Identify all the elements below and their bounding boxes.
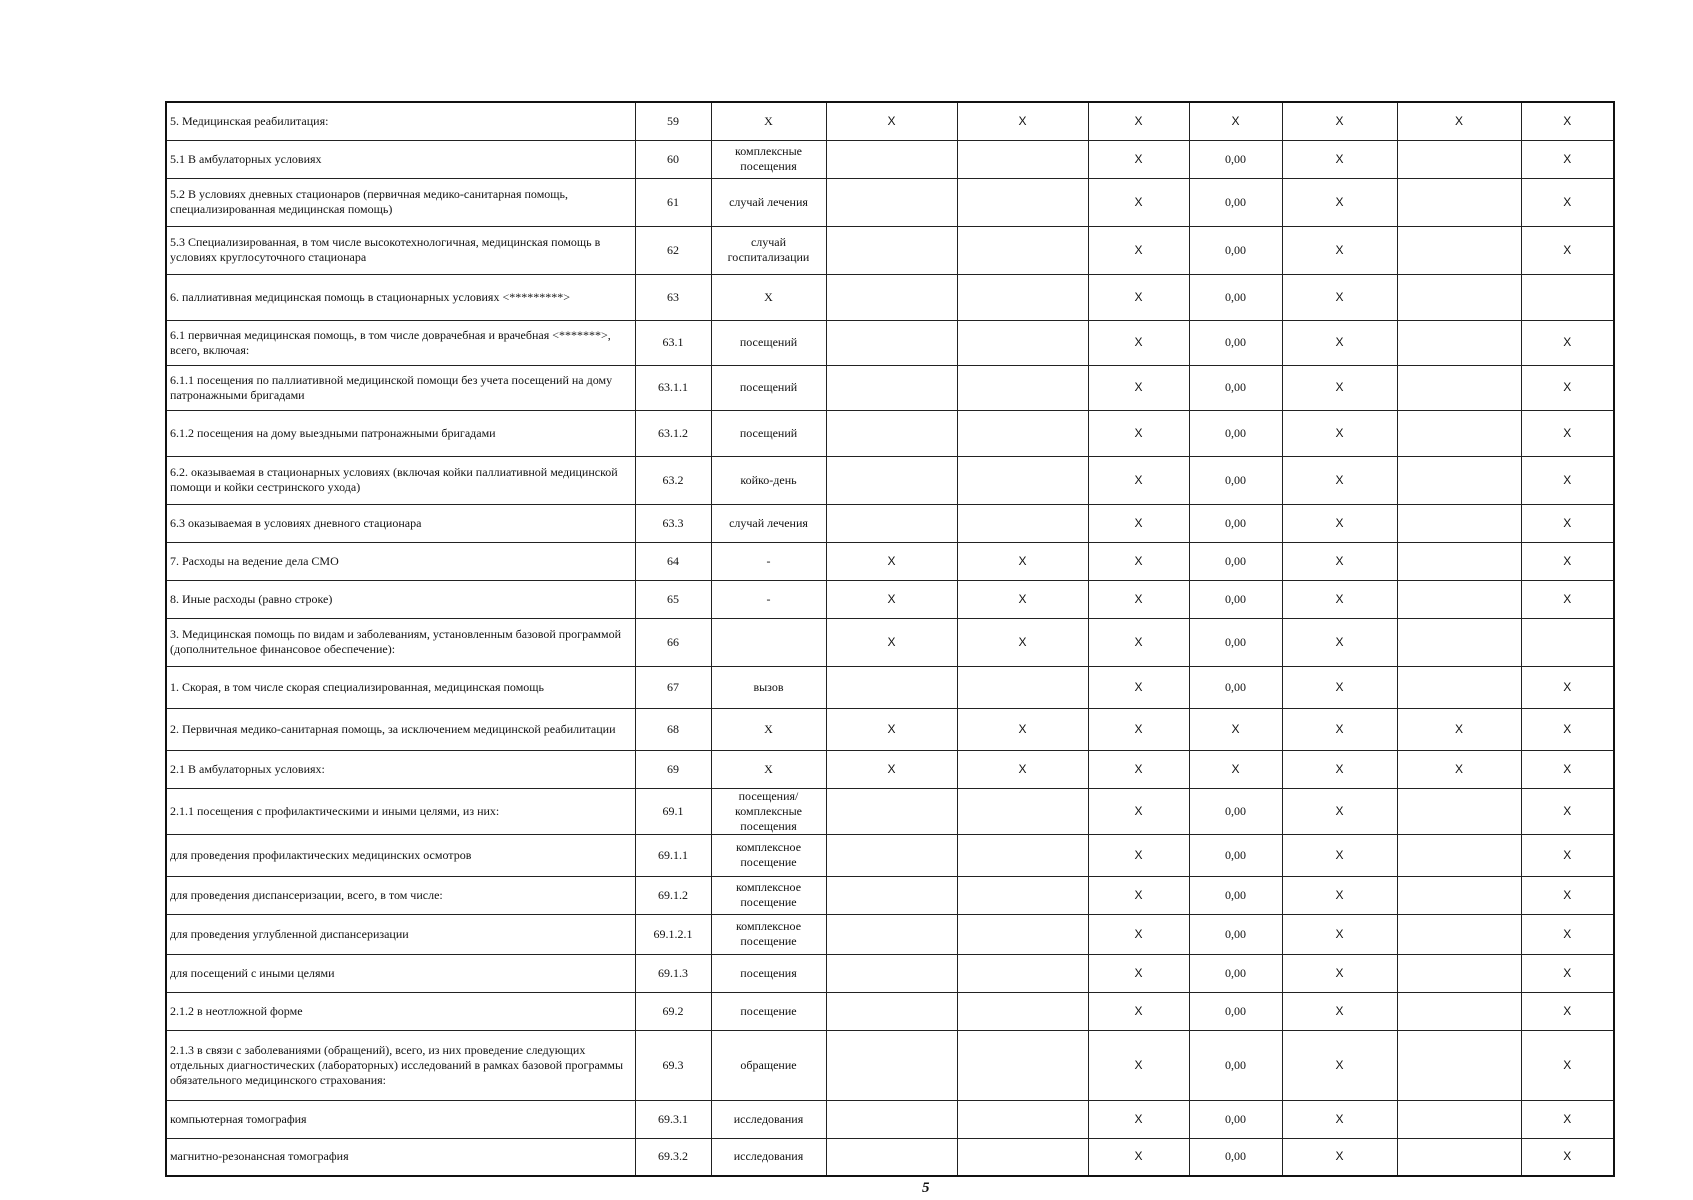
value-cell-4: 0,00: [1189, 618, 1282, 666]
value-cell-5: X: [1282, 410, 1397, 456]
value-cell-5: X: [1282, 834, 1397, 876]
value-cell-5: X: [1282, 226, 1397, 274]
row-name-cell: 6.1.1 посещения по паллиативной медицинской помощи без учета посещений на дому патронажными бригадами: [166, 365, 635, 410]
value-cell-1: [826, 992, 957, 1030]
value-cell-2: X: [957, 580, 1088, 618]
value-cell-5: X: [1282, 954, 1397, 992]
value-cell-3: X: [1088, 580, 1189, 618]
row-name-cell: 5.3 Специализированная, в том числе высокотехнологичная, медицинская помощь в условиях круглосуточного стационара: [166, 226, 635, 274]
unit-cell: X: [711, 274, 826, 320]
line-number-cell: 68: [635, 708, 711, 750]
value-cell-1: X: [826, 542, 957, 580]
value-cell-5: X: [1282, 504, 1397, 542]
value-cell-3: X: [1088, 750, 1189, 788]
value-cell-7: X: [1521, 410, 1614, 456]
value-cell-4: 0,00: [1189, 876, 1282, 914]
value-cell-1: [826, 1030, 957, 1100]
value-cell-3: X: [1088, 834, 1189, 876]
value-cell-4: 0,00: [1189, 542, 1282, 580]
line-number-cell: 69.3: [635, 1030, 711, 1100]
table-row: [166, 504, 1614, 542]
value-cell-6: [1397, 320, 1521, 365]
value-cell-5: X: [1282, 1100, 1397, 1138]
page-number: 5: [922, 1180, 930, 1196]
value-cell-6: [1397, 1138, 1521, 1176]
value-cell-7: X: [1521, 320, 1614, 365]
value-cell-5: X: [1282, 580, 1397, 618]
value-cell-4: 0,00: [1189, 365, 1282, 410]
value-cell-1: [826, 226, 957, 274]
table-row: [166, 666, 1614, 708]
value-cell-6: [1397, 992, 1521, 1030]
table-row: [166, 876, 1614, 914]
row-name-cell: 3. Медицинская помощь по видам и заболеваниям, установленным базовой программой (дополнительное финансовое обеспечение):: [166, 618, 635, 666]
line-number-cell: 69.1.2: [635, 876, 711, 914]
row-name-cell: 2.1 В амбулаторных условиях:: [166, 750, 635, 788]
value-cell-6: [1397, 914, 1521, 954]
value-cell-5: X: [1282, 456, 1397, 504]
line-number-cell: 63.2: [635, 456, 711, 504]
value-cell-7: X: [1521, 580, 1614, 618]
table-row: [166, 788, 1614, 834]
row-name-cell: 2.1.1 посещения с профилактическими и иными целями, из них:: [166, 788, 635, 834]
value-cell-5: X: [1282, 876, 1397, 914]
value-cell-2: [957, 914, 1088, 954]
value-cell-7: X: [1521, 456, 1614, 504]
line-number-cell: 61: [635, 178, 711, 226]
value-cell-7: [1521, 274, 1614, 320]
value-cell-7: X: [1521, 365, 1614, 410]
row-name-cell: 2. Первичная медико-санитарная помощь, за исключением медицинской реабилитации: [166, 708, 635, 750]
value-cell-5: X: [1282, 666, 1397, 708]
value-cell-4: X: [1189, 708, 1282, 750]
value-cell-6: [1397, 666, 1521, 708]
value-cell-2: [957, 320, 1088, 365]
value-cell-4: 0,00: [1189, 666, 1282, 708]
table-row: [166, 708, 1614, 750]
value-cell-3: X: [1088, 504, 1189, 542]
unit-cell: койко-день: [711, 456, 826, 504]
value-cell-6: X: [1397, 750, 1521, 788]
value-cell-6: [1397, 274, 1521, 320]
table-row: [166, 410, 1614, 456]
unit-cell: X: [711, 708, 826, 750]
value-cell-3: X: [1088, 618, 1189, 666]
row-name-cell: 5. Медицинская реабилитация:: [166, 102, 635, 140]
value-cell-3: X: [1088, 992, 1189, 1030]
value-cell-5: X: [1282, 320, 1397, 365]
value-cell-4: 0,00: [1189, 788, 1282, 834]
value-cell-7: X: [1521, 1030, 1614, 1100]
row-name-cell: для проведения углубленной диспансеризации: [166, 914, 635, 954]
value-cell-6: X: [1397, 708, 1521, 750]
unit-cell: посещения/ комплексные посещения: [711, 788, 826, 834]
unit-cell: комплексное посещение: [711, 914, 826, 954]
value-cell-6: [1397, 580, 1521, 618]
line-number-cell: 62: [635, 226, 711, 274]
value-cell-2: [957, 992, 1088, 1030]
value-cell-4: 0,00: [1189, 178, 1282, 226]
row-name-cell: 8. Иные расходы (равно строке): [166, 580, 635, 618]
value-cell-6: [1397, 504, 1521, 542]
value-cell-3: X: [1088, 1138, 1189, 1176]
table-row: [166, 320, 1614, 365]
value-cell-2: X: [957, 750, 1088, 788]
value-cell-1: [826, 365, 957, 410]
value-cell-7: X: [1521, 1100, 1614, 1138]
value-cell-1: X: [826, 750, 957, 788]
value-cell-5: X: [1282, 992, 1397, 1030]
value-cell-7: X: [1521, 708, 1614, 750]
row-name-cell: 6.1.2 посещения на дому выездными патронажными бригадами: [166, 410, 635, 456]
row-name-cell: компьютерная томография: [166, 1100, 635, 1138]
value-cell-6: [1397, 226, 1521, 274]
table-row: [166, 992, 1614, 1030]
value-cell-2: [957, 226, 1088, 274]
value-cell-1: [826, 954, 957, 992]
value-cell-7: X: [1521, 178, 1614, 226]
value-cell-2: [957, 365, 1088, 410]
unit-cell: посещений: [711, 410, 826, 456]
value-cell-2: [957, 410, 1088, 456]
value-cell-7: X: [1521, 954, 1614, 992]
value-cell-3: X: [1088, 708, 1189, 750]
value-cell-5: X: [1282, 102, 1397, 140]
value-cell-7: X: [1521, 226, 1614, 274]
value-cell-4: 0,00: [1189, 410, 1282, 456]
value-cell-4: 0,00: [1189, 320, 1282, 365]
value-cell-5: X: [1282, 708, 1397, 750]
value-cell-1: [826, 504, 957, 542]
value-cell-6: [1397, 410, 1521, 456]
row-name-cell: 7. Расходы на ведение дела СМО: [166, 542, 635, 580]
table-row: [166, 1100, 1614, 1138]
value-cell-4: 0,00: [1189, 954, 1282, 992]
value-cell-6: [1397, 140, 1521, 178]
table-row: [166, 140, 1614, 178]
value-cell-4: 0,00: [1189, 140, 1282, 178]
report-sheet: [165, 101, 1613, 1177]
value-cell-3: X: [1088, 788, 1189, 834]
table-row: [166, 750, 1614, 788]
row-name-cell: 6. паллиативная медицинская помощь в стационарных условиях <*********>: [166, 274, 635, 320]
value-cell-7: X: [1521, 666, 1614, 708]
value-cell-1: [826, 1100, 957, 1138]
line-number-cell: 63.1.1: [635, 365, 711, 410]
value-cell-7: X: [1521, 788, 1614, 834]
table-row: [166, 274, 1614, 320]
unit-cell: комплексные посещения: [711, 140, 826, 178]
row-name-cell: 2.1.2 в неотложной форме: [166, 992, 635, 1030]
value-cell-2: [957, 954, 1088, 992]
table-row: [166, 618, 1614, 666]
table-body: [166, 102, 1614, 1176]
value-cell-3: X: [1088, 1030, 1189, 1100]
value-cell-6: [1397, 788, 1521, 834]
line-number-cell: 65: [635, 580, 711, 618]
value-cell-4: 0,00: [1189, 1030, 1282, 1100]
value-cell-5: X: [1282, 542, 1397, 580]
unit-cell: вызов: [711, 666, 826, 708]
table-row: [166, 914, 1614, 954]
value-cell-1: [826, 178, 957, 226]
value-cell-4: 0,00: [1189, 456, 1282, 504]
row-name-cell: 5.2 В условиях дневных стационаров (первичная медико-санитарная помощь, специализированная медицинская помощь): [166, 178, 635, 226]
line-number-cell: 64: [635, 542, 711, 580]
value-cell-1: [826, 410, 957, 456]
value-cell-4: 0,00: [1189, 834, 1282, 876]
value-cell-6: [1397, 834, 1521, 876]
value-cell-3: X: [1088, 456, 1189, 504]
value-cell-3: X: [1088, 666, 1189, 708]
value-cell-3: X: [1088, 274, 1189, 320]
line-number-cell: 63: [635, 274, 711, 320]
value-cell-2: [957, 1030, 1088, 1100]
value-cell-1: [826, 1138, 957, 1176]
line-number-cell: 69.2: [635, 992, 711, 1030]
row-name-cell: 6.1 первичная медицинская помощь, в том числе доврачебная и врачебная <*******>, всего, включая:: [166, 320, 635, 365]
value-cell-7: X: [1521, 876, 1614, 914]
line-number-cell: 69.3.2: [635, 1138, 711, 1176]
unit-cell: посещений: [711, 320, 826, 365]
value-cell-3: X: [1088, 1100, 1189, 1138]
value-cell-1: [826, 320, 957, 365]
value-cell-2: X: [957, 708, 1088, 750]
row-name-cell: 2.1.3 в связи с заболеваниями (обращений), всего, из них проведение следующих отдельных диагностических (лабораторных) исследований в рамках базовой программы обязательного медицинского страхования:: [166, 1030, 635, 1100]
line-number-cell: 63.1: [635, 320, 711, 365]
value-cell-2: [957, 788, 1088, 834]
line-number-cell: 63.3: [635, 504, 711, 542]
row-name-cell: для посещений с иными целями: [166, 954, 635, 992]
value-cell-3: X: [1088, 102, 1189, 140]
value-cell-3: X: [1088, 140, 1189, 178]
table-row: [166, 542, 1614, 580]
value-cell-5: X: [1282, 914, 1397, 954]
table-row: [166, 834, 1614, 876]
value-cell-6: [1397, 365, 1521, 410]
value-cell-5: X: [1282, 1138, 1397, 1176]
value-cell-2: [957, 456, 1088, 504]
line-number-cell: 69.1.3: [635, 954, 711, 992]
value-cell-2: [957, 1138, 1088, 1176]
data-table: [165, 101, 1615, 1177]
unit-cell: исследования: [711, 1138, 826, 1176]
line-number-cell: 69.1.2.1: [635, 914, 711, 954]
value-cell-7: X: [1521, 834, 1614, 876]
unit-cell: посещений: [711, 365, 826, 410]
value-cell-5: X: [1282, 140, 1397, 178]
value-cell-1: [826, 140, 957, 178]
value-cell-3: X: [1088, 226, 1189, 274]
value-cell-1: X: [826, 580, 957, 618]
value-cell-1: [826, 456, 957, 504]
value-cell-6: [1397, 456, 1521, 504]
value-cell-2: [957, 1100, 1088, 1138]
value-cell-7: X: [1521, 542, 1614, 580]
value-cell-1: X: [826, 102, 957, 140]
value-cell-4: 0,00: [1189, 914, 1282, 954]
value-cell-2: [957, 178, 1088, 226]
unit-cell: X: [711, 102, 826, 140]
row-name-cell: магнитно-резонансная томография: [166, 1138, 635, 1176]
value-cell-3: X: [1088, 954, 1189, 992]
value-cell-2: X: [957, 618, 1088, 666]
value-cell-2: X: [957, 102, 1088, 140]
value-cell-4: 0,00: [1189, 1100, 1282, 1138]
line-number-cell: 59: [635, 102, 711, 140]
unit-cell: X: [711, 750, 826, 788]
value-cell-2: [957, 140, 1088, 178]
value-cell-7: X: [1521, 140, 1614, 178]
value-cell-1: [826, 876, 957, 914]
value-cell-7: X: [1521, 504, 1614, 542]
value-cell-4: 0,00: [1189, 274, 1282, 320]
value-cell-6: [1397, 542, 1521, 580]
value-cell-1: [826, 788, 957, 834]
value-cell-3: X: [1088, 876, 1189, 914]
value-cell-7: X: [1521, 102, 1614, 140]
unit-cell: посещение: [711, 992, 826, 1030]
unit-cell: -: [711, 542, 826, 580]
value-cell-3: X: [1088, 320, 1189, 365]
value-cell-3: X: [1088, 178, 1189, 226]
line-number-cell: 63.1.2: [635, 410, 711, 456]
value-cell-4: 0,00: [1189, 992, 1282, 1030]
unit-cell: комплексное посещение: [711, 834, 826, 876]
value-cell-4: X: [1189, 102, 1282, 140]
value-cell-4: 0,00: [1189, 504, 1282, 542]
value-cell-7: X: [1521, 1138, 1614, 1176]
table-row: [166, 456, 1614, 504]
table-row: [166, 102, 1614, 140]
unit-cell: случай лечения: [711, 178, 826, 226]
value-cell-3: X: [1088, 365, 1189, 410]
value-cell-6: [1397, 618, 1521, 666]
value-cell-5: X: [1282, 1030, 1397, 1100]
value-cell-1: [826, 274, 957, 320]
value-cell-6: [1397, 876, 1521, 914]
line-number-cell: 69.1.1: [635, 834, 711, 876]
row-name-cell: 1. Скорая, в том числе скорая специализированная, медицинская помощь: [166, 666, 635, 708]
value-cell-2: [957, 274, 1088, 320]
table-row: [166, 580, 1614, 618]
value-cell-6: [1397, 954, 1521, 992]
table-row: [166, 178, 1614, 226]
value-cell-3: X: [1088, 542, 1189, 580]
value-cell-1: [826, 666, 957, 708]
unit-cell: [711, 618, 826, 666]
unit-cell: -: [711, 580, 826, 618]
line-number-cell: 69.3.1: [635, 1100, 711, 1138]
unit-cell: комплексное посещение: [711, 876, 826, 914]
value-cell-5: X: [1282, 178, 1397, 226]
value-cell-7: X: [1521, 750, 1614, 788]
value-cell-5: X: [1282, 788, 1397, 834]
row-name-cell: для проведения профилактических медицинских осмотров: [166, 834, 635, 876]
line-number-cell: 60: [635, 140, 711, 178]
row-name-cell: 6.3 оказываемая в условиях дневного стационара: [166, 504, 635, 542]
value-cell-1: [826, 834, 957, 876]
value-cell-5: X: [1282, 365, 1397, 410]
table-row: [166, 954, 1614, 992]
value-cell-7: [1521, 618, 1614, 666]
table-row: [166, 1030, 1614, 1100]
value-cell-2: [957, 504, 1088, 542]
value-cell-7: X: [1521, 992, 1614, 1030]
value-cell-5: X: [1282, 750, 1397, 788]
line-number-cell: 69: [635, 750, 711, 788]
value-cell-5: X: [1282, 274, 1397, 320]
value-cell-4: 0,00: [1189, 1138, 1282, 1176]
unit-cell: случай лечения: [711, 504, 826, 542]
value-cell-6: X: [1397, 102, 1521, 140]
value-cell-4: 0,00: [1189, 580, 1282, 618]
value-cell-6: [1397, 1100, 1521, 1138]
unit-cell: случай госпитализации: [711, 226, 826, 274]
row-name-cell: 5.1 В амбулаторных условиях: [166, 140, 635, 178]
value-cell-3: X: [1088, 914, 1189, 954]
unit-cell: обращение: [711, 1030, 826, 1100]
value-cell-5: X: [1282, 618, 1397, 666]
row-name-cell: 6.2. оказываемая в стационарных условиях (включая койки паллиативной медицинской помощи и койки сестринского ухода): [166, 456, 635, 504]
value-cell-6: [1397, 178, 1521, 226]
line-number-cell: 69.1: [635, 788, 711, 834]
table-row: [166, 226, 1614, 274]
value-cell-1: X: [826, 618, 957, 666]
table-row: [166, 365, 1614, 410]
row-name-cell: для проведения диспансеризации, всего, в том числе:: [166, 876, 635, 914]
line-number-cell: 67: [635, 666, 711, 708]
value-cell-2: [957, 876, 1088, 914]
table-row: [166, 1138, 1614, 1176]
line-number-cell: 66: [635, 618, 711, 666]
value-cell-2: X: [957, 542, 1088, 580]
value-cell-2: [957, 834, 1088, 876]
value-cell-7: X: [1521, 914, 1614, 954]
value-cell-4: X: [1189, 750, 1282, 788]
value-cell-2: [957, 666, 1088, 708]
value-cell-6: [1397, 1030, 1521, 1100]
value-cell-1: X: [826, 708, 957, 750]
value-cell-3: X: [1088, 410, 1189, 456]
unit-cell: исследования: [711, 1100, 826, 1138]
value-cell-4: 0,00: [1189, 226, 1282, 274]
value-cell-1: [826, 914, 957, 954]
unit-cell: посещения: [711, 954, 826, 992]
